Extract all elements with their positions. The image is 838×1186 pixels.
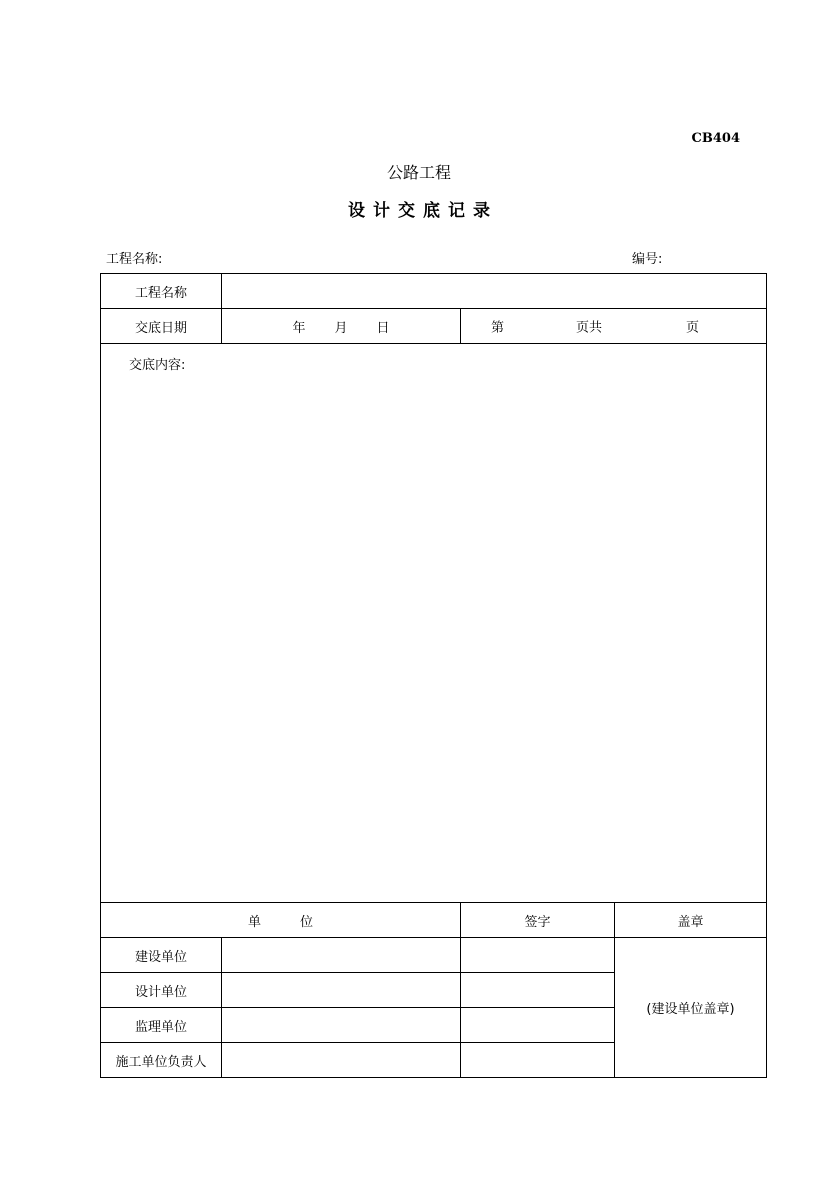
unit-name-field[interactable] — [222, 938, 461, 973]
date-year: 年 — [292, 320, 306, 336]
date-label: 交底日期 — [101, 309, 222, 344]
date-row — [101, 309, 767, 344]
date-month: 月 — [334, 320, 348, 336]
signature-field[interactable] — [461, 1043, 615, 1078]
page-middle: 页共 — [576, 320, 603, 336]
signature-field[interactable] — [461, 938, 615, 973]
stamp-column-header: 盖章 — [615, 903, 767, 938]
page-prefix: 第 — [491, 320, 505, 336]
page-count-field[interactable] — [461, 309, 767, 344]
signature-column-header: 签字 — [461, 903, 615, 938]
unit-label: 设计单位 — [101, 973, 222, 1008]
unit-column-header: 单 位 — [101, 903, 461, 938]
unit-label: 建设单位 — [101, 938, 222, 973]
disclosure-record-table — [100, 273, 767, 1078]
unit-name-field[interactable] — [222, 1008, 461, 1043]
stamp-note: (建设单位盖章) — [646, 1002, 735, 1017]
content-area[interactable] — [101, 344, 767, 903]
date-day: 日 — [376, 320, 390, 336]
form-code: CB404 — [691, 131, 740, 146]
unit-label: 施工单位负责人 — [101, 1043, 222, 1078]
signature-header-row — [101, 903, 767, 938]
document-subtitle: 公路工程 — [386, 163, 451, 182]
table-row — [101, 938, 767, 973]
signature-field[interactable] — [461, 1008, 615, 1043]
project-name-meta-label: 工程名称: — [106, 252, 163, 267]
number-meta-label: 编号: — [632, 252, 663, 267]
unit-label: 监理单位 — [101, 1008, 222, 1043]
date-field[interactable] — [222, 309, 461, 344]
document-title: 设计交底记录 — [348, 201, 498, 221]
unit-name-field[interactable] — [222, 1043, 461, 1078]
stamp-area[interactable] — [615, 938, 767, 1078]
unit-name-field[interactable] — [222, 973, 461, 1008]
page-suffix: 页 — [686, 320, 700, 336]
content-label: 交底内容: — [129, 358, 186, 373]
content-row — [101, 344, 767, 903]
project-name-row — [101, 274, 767, 309]
signature-field[interactable] — [461, 973, 615, 1008]
project-name-field[interactable] — [222, 274, 767, 309]
project-name-label: 工程名称 — [101, 274, 222, 309]
